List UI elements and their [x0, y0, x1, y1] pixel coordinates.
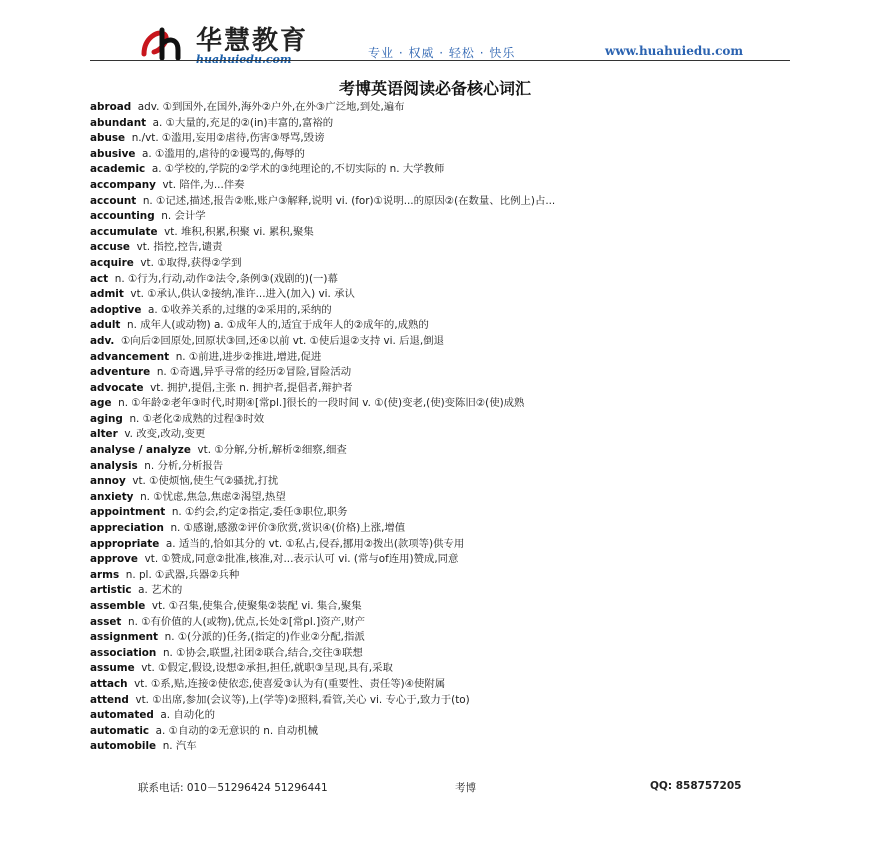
vocab-definition: n. ①(分派的)任务,(指定的)作业②分配,指派	[164, 631, 365, 644]
vocab-entry	[90, 427, 800, 443]
vocab-entry	[90, 162, 800, 178]
vocab-definition: a. ①滥用的,虐待的②谩骂的,侮辱的	[142, 147, 305, 160]
vocab-word: automobile	[90, 740, 157, 753]
vocab-word: appropriate	[90, 537, 160, 550]
vocab-word: appointment	[90, 506, 166, 519]
vocab-word: assemble	[90, 600, 146, 612]
vocab-definition: a. ①大量的,充足的②(in)丰富的,富裕的	[152, 116, 334, 129]
vocab-entry	[90, 583, 800, 599]
header-slogan: 专业 · 权威 · 轻松 · 快乐	[368, 46, 516, 60]
vocab-definition: vt. 陪伴,为...伴奏	[162, 178, 245, 191]
vocab-entry	[90, 381, 800, 397]
vocab-entry	[90, 552, 800, 568]
vocab-definition: n. 会计学	[161, 210, 206, 223]
vocab-word: attend	[90, 693, 129, 706]
vocab-definition: n. ①老化②成熟的过程③时效	[129, 412, 265, 425]
vocab-entry	[90, 661, 800, 677]
footer-subject: 考博	[455, 782, 476, 794]
vocab-word: assume	[90, 662, 135, 675]
vocab-word: adv.	[90, 334, 115, 347]
vocab-definition: adv. ①到国外,在国外,海外②户外,在外③广泛地,到处,遍布	[137, 101, 405, 113]
vocab-entry	[90, 116, 800, 132]
vocab-definition: n. 分析,分析报告	[144, 459, 224, 472]
vocab-definition: a. 自动化的	[160, 709, 215, 722]
vocab-definition: n. ①行为,行动,动作②法令,条例③(戏剧的)(一)幕	[114, 272, 338, 285]
page-header	[0, 0, 870, 70]
vocab-word: accuse	[90, 241, 130, 254]
vocab-entry	[90, 505, 800, 521]
vocab-entry	[90, 693, 800, 709]
vocabulary-list	[90, 100, 800, 755]
vocab-entry	[90, 272, 800, 288]
vocab-definition: vt. ①假定,假设,设想②承担,担任,就职③呈现,具有,采取	[141, 662, 393, 675]
vocab-word: abuse	[90, 132, 126, 145]
vocab-definition: n. ①约会,约定②指定,委任③职位,职务	[171, 506, 348, 519]
vocab-word: appreciation	[90, 522, 164, 535]
vocab-word: accompany	[90, 178, 156, 191]
vocab-definition: vt. ①使烦恼,使生气②骚扰,打扰	[132, 475, 279, 488]
vocab-word: association	[90, 646, 157, 659]
vocab-definition: n. ①有价值的人(或物),优点,长处②[常pl.]资产,财产	[128, 615, 365, 628]
vocab-definition: n. ①感谢,感激②评价③欣赏,赏识④(价格)上涨,增值	[170, 522, 406, 535]
vocab-entry	[90, 287, 800, 303]
vocab-entry	[90, 630, 800, 646]
vocab-definition: a. ①学校的,学院的②学术的③纯理论的,不切实际的 n. 大学教师	[151, 163, 445, 176]
vocab-word: artistic	[90, 584, 132, 597]
vocab-definition: vt. ①分解,分析,解析②细察,细查	[197, 444, 347, 457]
vocab-definition: v. 改变,改动,变更	[124, 428, 206, 441]
vocab-word: approve	[90, 553, 138, 566]
vocab-word: automated	[90, 709, 154, 722]
vocab-definition: a. ①收养关系的,过继的②采用的,采纳的	[147, 303, 332, 316]
huahui-logo-mark	[140, 24, 182, 64]
vocab-entry	[90, 194, 800, 210]
vocab-entry	[90, 318, 800, 334]
vocab-definition: n. ①忧虑,焦急,焦虑②渴望,热望	[140, 490, 286, 503]
vocab-word: alter	[90, 428, 118, 441]
vocab-entry	[90, 646, 800, 662]
header-rule	[90, 60, 790, 61]
vocab-definition: a. 艺术的	[138, 584, 183, 597]
vocab-word: abundant	[90, 116, 147, 129]
vocab-word: abroad	[90, 101, 132, 113]
logo-name: 华慧教育	[196, 26, 309, 56]
header-site-url[interactable]: www.huahuiedu.com	[605, 44, 744, 58]
vocab-definition: vt. ①赞成,同意②批准,核准,对...表示认可 vi. (常与of连用)赞成,同意	[144, 553, 459, 566]
vocab-word: adoptive	[90, 303, 142, 316]
vocab-entry	[90, 209, 800, 225]
vocab-definition: vt. ①承认,供认②接纳,准许...进入(加入) vi. 承认	[130, 288, 355, 301]
vocab-entry	[90, 334, 800, 350]
vocab-entry	[90, 131, 800, 147]
vocab-definition: n. ①奇遇,异乎寻常的经历②冒险,冒险活动	[156, 366, 352, 379]
vocab-word: analyse / analyze	[90, 444, 191, 457]
vocab-word: advancement	[90, 350, 170, 363]
vocab-definition: vt. 拥护,提倡,主张 n. 拥护者,提倡者,辩护者	[150, 381, 353, 394]
vocab-entry	[90, 615, 800, 631]
vocab-definition: n. ①记述,描述,报告②账,账户③解释,说明 vi. (for)①说明...的原因②(在数量、比例上)占...	[142, 194, 556, 207]
vocab-definition: n. ①协会,联盟,社团②联合,结合,交往③联想	[162, 646, 363, 659]
vocab-entry	[90, 350, 800, 366]
vocab-definition: vt. ①取得,获得②学到	[140, 256, 242, 269]
vocab-entry	[90, 100, 800, 116]
vocab-word: analysis	[90, 459, 138, 472]
vocab-definition: vt. 指控,控告,谴责	[136, 241, 223, 254]
vocab-entry	[90, 459, 800, 475]
vocab-entry	[90, 521, 800, 537]
vocab-entry	[90, 412, 800, 428]
vocab-entry	[90, 443, 800, 459]
vocab-entry	[90, 724, 800, 740]
page-footer	[0, 780, 870, 796]
vocab-word: annoy	[90, 475, 126, 488]
vocab-word: aging	[90, 412, 123, 425]
vocab-word: admit	[90, 288, 124, 301]
vocab-entry	[90, 147, 800, 163]
vocab-definition: n. 汽车	[162, 740, 197, 753]
vocab-definition: a. 适当的,恰如其分的 vt. ①私占,侵吞,挪用②拨出(款项等)供专用	[165, 537, 465, 550]
vocab-word: age	[90, 397, 112, 410]
vocab-entry	[90, 599, 800, 615]
vocab-word: adventure	[90, 366, 151, 379]
vocab-entry	[90, 225, 800, 241]
vocab-definition: n. ①年龄②老年③时代,时期④[常pl.]很长的一段时间 v. ①(使)变老,(使)变陈旧②(使)成熟	[118, 397, 525, 410]
vocab-word: act	[90, 272, 109, 285]
vocab-word: assignment	[90, 631, 159, 644]
vocab-word: academic	[90, 163, 146, 176]
vocab-entry	[90, 568, 800, 584]
vocab-definition: vt. ①出席,参加(会议等),上(学等)②照料,看管,关心 vi. 专心于,致力于(to)	[135, 693, 470, 706]
vocab-entry	[90, 178, 800, 194]
vocab-word: attach	[90, 677, 128, 690]
vocab-entry	[90, 396, 800, 412]
vocab-entry	[90, 708, 800, 724]
vocab-definition: a. ①自动的②无意识的 n. 自动机械	[155, 724, 319, 737]
vocab-entry	[90, 365, 800, 381]
vocab-word: anxiety	[90, 490, 134, 503]
vocab-word: advocate	[90, 381, 144, 394]
vocab-definition: n. ①前进,进步②推进,增进,促进	[175, 350, 322, 363]
vocab-definition: vt. ①召集,使集合,使聚集②装配 vi. 集合,聚集	[151, 600, 362, 612]
vocab-entry	[90, 490, 800, 506]
vocab-definition: n. pl. ①武器,兵器②兵种	[125, 568, 240, 581]
vocab-entry	[90, 677, 800, 693]
logo-url: huahuiedu.com	[196, 53, 292, 66]
vocab-word: account	[90, 194, 137, 207]
vocab-definition: vt. 堆积,积累,积聚 vi. 累积,聚集	[164, 225, 314, 238]
vocab-word: accounting	[90, 210, 155, 223]
vocab-definition: ①向后②回原处,回原状③回,还④以前 vt. ①使后退②支持 vi. 后退,倒退	[120, 334, 445, 347]
vocab-entry	[90, 474, 800, 490]
vocab-entry	[90, 240, 800, 256]
footer-qq: QQ: 858757205	[650, 780, 742, 792]
vocab-entry	[90, 739, 800, 755]
footer-phone: 联系电话: 010－51296424 51296441	[138, 782, 328, 794]
vocab-entry	[90, 256, 800, 272]
vocab-word: automatic	[90, 724, 150, 737]
document-title: 考博英语阅读必备核心词汇	[338, 79, 531, 98]
vocab-word: adult	[90, 319, 121, 332]
vocab-entry	[90, 303, 800, 319]
vocab-definition: vt. ①系,贴,连接②使依恋,使喜爱③认为有(重要性、责任等)④使附属	[134, 677, 446, 690]
vocab-word: abusive	[90, 147, 136, 160]
vocab-definition: n./vt. ①滥用,妄用②虐待,伤害③辱骂,毁谤	[131, 132, 325, 145]
vocab-word: arms	[90, 568, 120, 581]
vocab-definition: n. 成年人(或动物) a. ①成年人的,适宜于成年人的②成年的,成熟的	[127, 319, 429, 332]
vocab-word: acquire	[90, 256, 134, 269]
vocab-entry	[90, 537, 800, 553]
vocab-word: asset	[90, 615, 122, 628]
vocab-word: accumulate	[90, 225, 158, 238]
